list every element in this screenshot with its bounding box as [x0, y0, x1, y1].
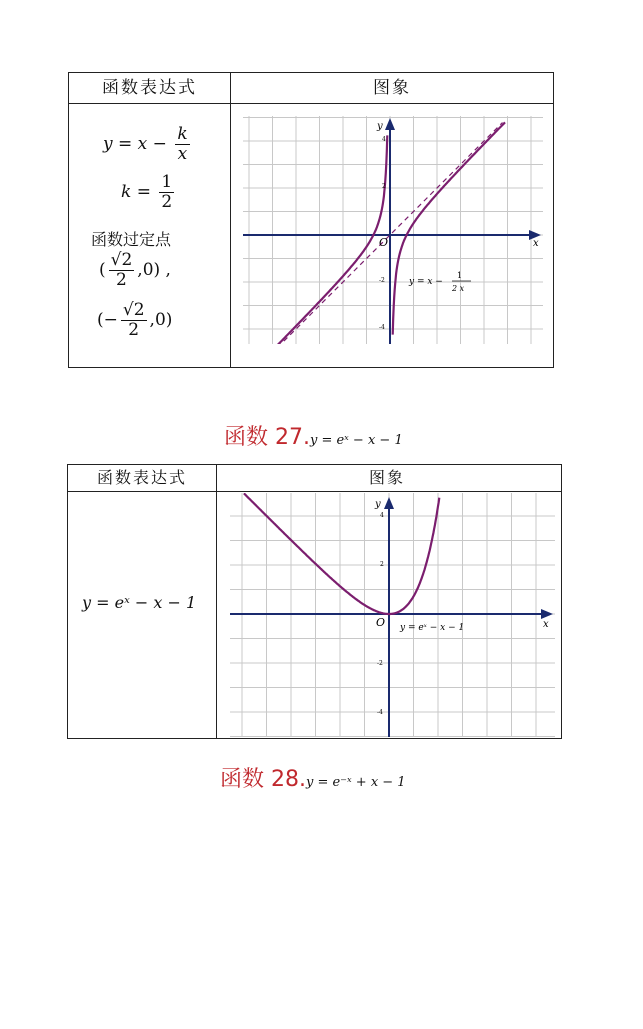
fixed-point-1: ( $\frac{√2}{2}$ ,0) ,: [99, 250, 171, 290]
graph-2-x-label: x: [543, 619, 549, 630]
graph-2-y-label: y: [375, 499, 381, 510]
header-graph-2: 图象: [368, 468, 405, 487]
graph-1-y-label: y: [377, 121, 383, 132]
graph-1-curve-label-num: 1: [457, 271, 463, 280]
graph-1-tick-neg2: -2: [379, 277, 385, 284]
graph-2-curve-label: y = eˣ − x − 1: [400, 623, 465, 633]
graph-1-curve-label: y = x −: [409, 277, 443, 287]
fixed-point-label: 函数过定点: [91, 230, 172, 249]
header-graph: 图象: [373, 78, 411, 98]
graph-2-tick-4: 4: [380, 512, 384, 519]
graph-1-tick-2: 2: [382, 183, 386, 190]
graph-2-tick-2: 2: [380, 561, 384, 568]
graph-1-tick-neg4: -4: [379, 324, 385, 331]
k-value: k = $\frac{1}{2}$: [121, 172, 173, 212]
header-expression-2: 函数表达式: [96, 468, 187, 487]
graph-2-tick-neg4: -4: [377, 709, 383, 716]
caption-27: 函数 27.y = eˣ − x − 1: [224, 425, 403, 450]
header-expression: 函数表达式: [102, 78, 197, 98]
graph-1-tick-4: 4: [382, 136, 386, 143]
graph-2-tick-neg2: -2: [377, 660, 383, 667]
formula-28: y = eˣ − x − 1: [82, 593, 197, 612]
formula-main: y = x − $\frac{k}{x}$: [103, 124, 188, 164]
graph-1-origin: O: [379, 236, 389, 249]
graph-1-curve-label-den: 2 x: [452, 284, 465, 293]
fixed-point-2: (− $\frac{√2}{2}$ ,0): [97, 300, 173, 340]
caption-28: 函数 28.y = e⁻ˣ + x − 1: [220, 767, 406, 792]
graph-1-x-label: x: [533, 238, 539, 249]
graph-1: [243, 116, 543, 344]
graph-2-origin: O: [376, 616, 386, 629]
graph-2: [230, 493, 555, 737]
